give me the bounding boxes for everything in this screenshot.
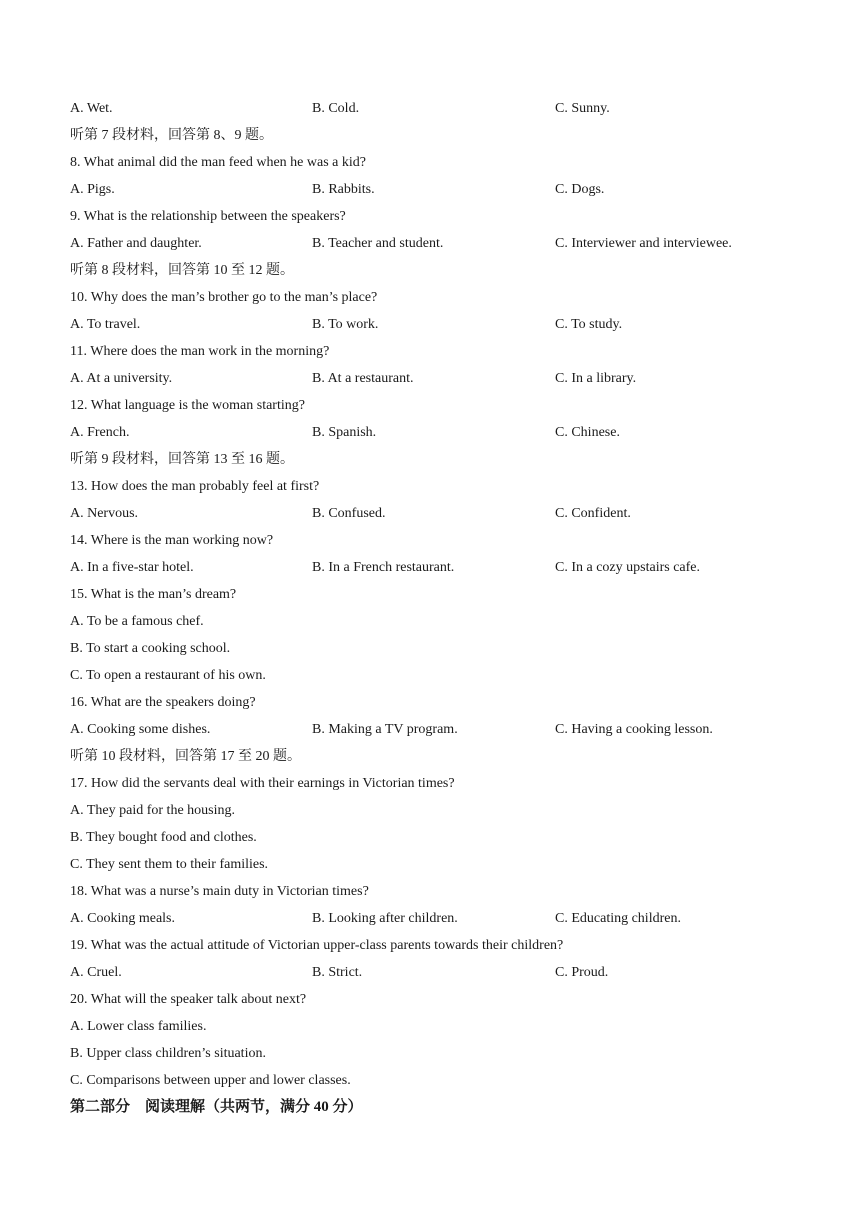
answer-option: C. To open a restaurant of his own. [70, 668, 266, 683]
answer-option-c: C. Educating children. [555, 911, 681, 926]
answer-option-c: C. Sunny. [555, 101, 610, 116]
question-text: 17. How did the servants deal with their earnings in Victorian times? [70, 776, 455, 791]
answer-options-row [70, 365, 810, 392]
answer-option-a: A. Cooking meals. [70, 911, 175, 926]
answer-option-c: C. Chinese. [555, 425, 620, 440]
question-text: 9. What is the relationship between the speakers? [70, 209, 346, 224]
answer-option-c: C. Interviewer and interviewee. [555, 236, 732, 251]
answer-option-b: B. Confused. [312, 506, 386, 521]
question-text: 18. What was a nurse’s main duty in Victorian times? [70, 884, 369, 899]
answer-option-a: A. In a five-star hotel. [70, 560, 194, 575]
answer-options-row [70, 500, 810, 527]
listening-instruction: 听第 10 段材料，回答第 17 至 20 题。 [70, 749, 301, 764]
question-text: 16. What are the speakers doing? [70, 695, 256, 710]
answer-options-row [70, 419, 810, 446]
answer-option-b: B. Spanish. [312, 425, 377, 440]
answer-option-c: C. Having a cooking lesson. [555, 722, 713, 737]
answer-options-row [70, 176, 810, 203]
answer-option-a: A. French. [70, 425, 130, 440]
answer-option: B. To start a cooking school. [70, 641, 231, 656]
answer-option-c: C. To study. [555, 317, 623, 332]
answer-options-row [70, 95, 810, 122]
question-text: 20. What will the speaker talk about next? [70, 992, 307, 1007]
question-text: 8. What animal did the man feed when he was a kid? [70, 155, 366, 170]
answer-options-row [70, 905, 810, 932]
answer-options-row [70, 230, 810, 257]
answer-option-c: C. In a library. [555, 371, 637, 386]
answer-option: A. Lower class families. [70, 1019, 207, 1034]
listening-instruction: 听第 9 段材料，回答第 13 至 16 题。 [70, 452, 294, 467]
answer-option-b: B. Strict. [312, 965, 363, 980]
answer-options-row [70, 554, 810, 581]
listening-instruction: 听第 8 段材料，回答第 10 至 12 题。 [70, 263, 294, 278]
answer-options-row [70, 716, 810, 743]
answer-option-a: A. To travel. [70, 317, 141, 332]
question-text: 13. How does the man probably feel at first? [70, 479, 320, 494]
answer-option-b: B. In a French restaurant. [312, 560, 455, 575]
answer-option-b: B. Rabbits. [312, 182, 375, 197]
answer-option-b: B. At a restaurant. [312, 371, 414, 386]
answer-option: B. Upper class children’s situation. [70, 1046, 266, 1061]
answer-option-a: A. Cooking some dishes. [70, 722, 211, 737]
answer-options-row [70, 311, 810, 338]
answer-option: C. They sent them to their families. [70, 857, 269, 872]
answer-option: A. They paid for the housing. [70, 803, 235, 818]
answer-option-a: A. Cruel. [70, 965, 122, 980]
answer-options-row [70, 959, 810, 986]
answer-option-a: A. Father and daughter. [70, 236, 202, 251]
answer-option-b: B. Making a TV program. [312, 722, 458, 737]
answer-option-b: B. To work. [312, 317, 379, 332]
document-page [70, 95, 810, 1121]
answer-option-b: B. Teacher and student. [312, 236, 444, 251]
answer-option: B. They bought food and clothes. [70, 830, 257, 845]
question-text: 15. What is the man’s dream? [70, 587, 237, 602]
answer-option-b: B. Cold. [312, 101, 360, 116]
answer-option-c: C. Dogs. [555, 182, 605, 197]
answer-option-b: B. Looking after children. [312, 911, 458, 926]
answer-option: A. To be a famous chef. [70, 614, 204, 629]
answer-option-c: C. Confident. [555, 506, 631, 521]
question-text: 12. What language is the woman starting? [70, 398, 305, 413]
answer-option-a: A. Nervous. [70, 506, 139, 521]
question-text: 14. Where is the man working now? [70, 533, 274, 548]
question-text: 10. Why does the man’s brother go to the man’s place? [70, 290, 378, 305]
answer-option-a: A. Wet. [70, 101, 113, 116]
section-heading: 第二部分 阅读理解（共两节，满分 40 分） [70, 1099, 363, 1115]
listening-instruction: 听第 7 段材料，回答第 8、9 题。 [70, 128, 273, 143]
answer-option-a: A. Pigs. [70, 182, 115, 197]
answer-option-a: A. At a university. [70, 371, 173, 386]
answer-option-c: C. Proud. [555, 965, 609, 980]
answer-option-c: C. In a cozy upstairs cafe. [555, 560, 700, 575]
question-text: 11. Where does the man work in the morning? [70, 344, 330, 359]
answer-option: C. Comparisons between upper and lower classes. [70, 1073, 351, 1088]
question-text: 19. What was the actual attitude of Victorian upper-class parents towards their children? [70, 938, 564, 953]
